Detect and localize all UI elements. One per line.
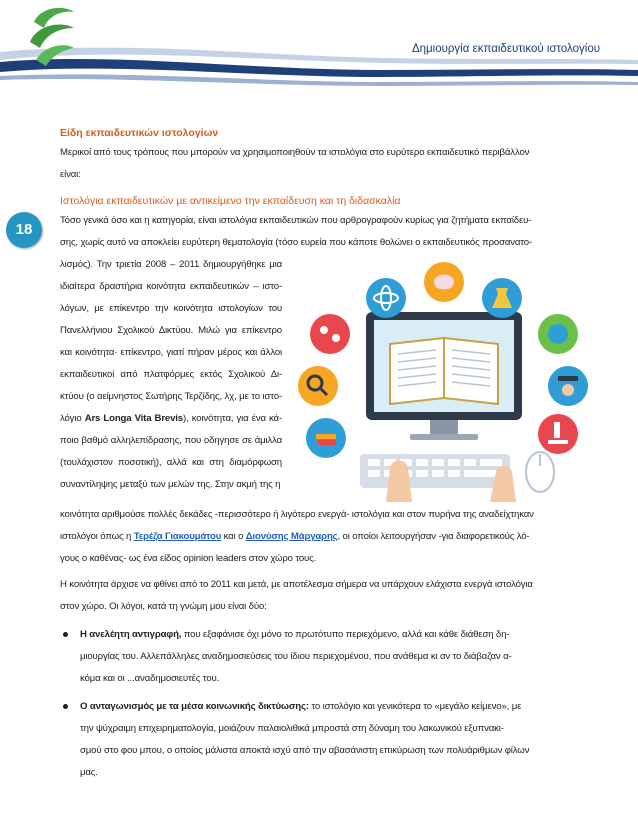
bullet1-line-1 bbox=[80, 624, 598, 646]
mouse-icon bbox=[526, 452, 554, 492]
link-tereza-giakoumatou[interactable]: Τερέζα Γιακουμάτου bbox=[133, 531, 222, 542]
para1-full-line-2 bbox=[60, 526, 598, 548]
list-item bbox=[60, 624, 598, 690]
page-number-badge: 18 bbox=[6, 212, 42, 248]
atom-icon bbox=[366, 278, 406, 318]
intro-line-1: Μερικοί από τους τρόπους που μπορούν να χρησιμοποιηθούν τα ιστολόγια στο ευρύτερο εκπαιδευτικό περιβάλλον bbox=[60, 147, 530, 158]
and-text: και ο bbox=[223, 531, 244, 542]
para1-wrap-b: ), κοινότητα, για ένα κά-ποιο βαθμό αλληλεπίδρασης, που οδηγησε σε άμιλλα (τουλάχιστον ποσοτική), αλλά και στη διαμόρφωση συναντίληψης μεταξύ των μελών της. Στην ακμή της η bbox=[60, 413, 282, 490]
para1-line-1: Τόσο γενικά όσο και η κατηγορία, είναι ιστολόγια εκπαιδευτικών που αρθρογραφούν κυρίως για ζητήματα εκπαίδευ- bbox=[60, 215, 532, 226]
keyboard-icon bbox=[360, 454, 510, 488]
bullet2-line-3: σμού στο φου μπου, ο οποίος μάλιστα αποκτά ισχύ από την αβασάνιστη επικύρωση των πολυάριθμων φίλων bbox=[80, 745, 530, 756]
bullet1-bold: Η ανελέητη αντιγραφή, bbox=[80, 629, 182, 640]
header-band bbox=[0, 0, 638, 92]
intro-line-2: είναι: bbox=[60, 169, 81, 180]
education-illustration bbox=[290, 258, 598, 502]
para1-wrap-a: λισμός). Την τριετία 2008 – 2011 δημιουργήθηκε μια ιδιαίτερα δραστήρια κοινότητα εκπαιδευτικών – ιστο-λόγων, με επίκεντρο την κοινότητα ιστολογίων του Πανελλήνιου Σχολικού Δικτύου. Μιλώ για επίκεντρο και κοινότητα· επίκεντρο, γιατί πήραν μέρος και άλλοι εκπαιδευτικοί από πλατφόρμες εκτός Σχολικού Δι-κτύου (ο αείμνηστος Σωτήρης Τερζίδης, λχ, με το ιστο-λόγιο bbox=[60, 259, 282, 424]
bullet1-line-3: κόμα και οι ...αναδημοσιευτές του. bbox=[80, 673, 220, 684]
para2-line-2: στον χώρο. Οι λόγοι, κατά τη γνώμη μου είναι δύο: bbox=[60, 601, 267, 612]
main-content bbox=[60, 124, 598, 784]
para1-line-2: σης, χωρίς αυτό να αποκλείει ευρύτερη θεματολογία (τόσο ευρεία που κάποτε θολώνει ο εκπαιδευτικός προσανατο- bbox=[60, 237, 533, 248]
molecule-icon bbox=[310, 314, 350, 354]
para1-full-line-3: γους ο καθένας- ως ένα είδος opinion leaders στον χώρο τους. bbox=[60, 553, 317, 564]
link-dionysis-margaris[interactable]: Διονύσης Μάργαρης bbox=[245, 531, 338, 542]
para1-full-line-1: κοινότητα αριθμούσε πολλές δεκάδες -περισσότερο ή λιγότερο ενεργά- ιστολόγια και στον πυρήνα της αναδείχτηκαν bbox=[60, 509, 534, 520]
header-title: Δημιουργία εκπαιδευτικού ιστολογίου bbox=[411, 43, 600, 55]
list-item bbox=[60, 696, 598, 784]
bullet2-bold: Ο ανταγωνισμός με τα μέσα κοινωνικής δικτύωσης: bbox=[80, 701, 309, 712]
bullet2-line-4: μας. bbox=[80, 767, 98, 778]
section-heading: Είδη εκπαιδευτικών ιστολογίων bbox=[60, 127, 219, 139]
wrapped-block bbox=[60, 254, 598, 496]
reasons-list bbox=[60, 624, 598, 784]
para2-line-1: Η κοινότητα άρχισε να φθίνει από το 2011 και μετά, με αποτέλεσμα σήμερα να υπάρχουν ελάχιστα ενεργά ιστολόγια bbox=[60, 579, 533, 590]
bullet2-line-1 bbox=[80, 696, 598, 718]
para1-line-prefix: ιστολόγοι όπως η bbox=[60, 531, 132, 542]
para1-line-suffix: , οι οποίοι λειτουργήσαν -για διαφορετικούς λό- bbox=[337, 531, 530, 542]
bullet2-line-2: την ψύχραιμη επιχειρηματολογία, μοιάζουν παλαιολιθικά μπροστά στη δύναμη του λακωνικού εξυπνακι- bbox=[80, 723, 504, 734]
bullet1-line-2: μιουργίας του. Αλλεπάλληλες αναδημοσιεύσεις του ίδιου περιεχομένου, που ανάθεμα κι αν το διάβαζαν α- bbox=[80, 651, 512, 662]
blog-name: Ars Longa Vita Brevis bbox=[84, 413, 183, 424]
illustration-svg bbox=[290, 258, 598, 502]
bullet1-text-1: που εξαφάνισε όχι μόνο το πρωτότυπο περιεχόμενο, αλλά και κάθε διάθεση δη- bbox=[183, 629, 510, 640]
bullet-icon bbox=[63, 704, 68, 709]
subheading: Ιστολόγια εκπαιδευτικών με αντικείμενο την εκπαίδευση και τη διδασκαλία bbox=[60, 195, 401, 207]
bullet-icon bbox=[63, 632, 68, 637]
magnifier-icon bbox=[298, 366, 338, 406]
bullet2-text-1: το ιστολόγιο και γενικότερα το «μεγάλο κείμενο», με bbox=[311, 701, 522, 712]
book-icon bbox=[390, 338, 498, 404]
